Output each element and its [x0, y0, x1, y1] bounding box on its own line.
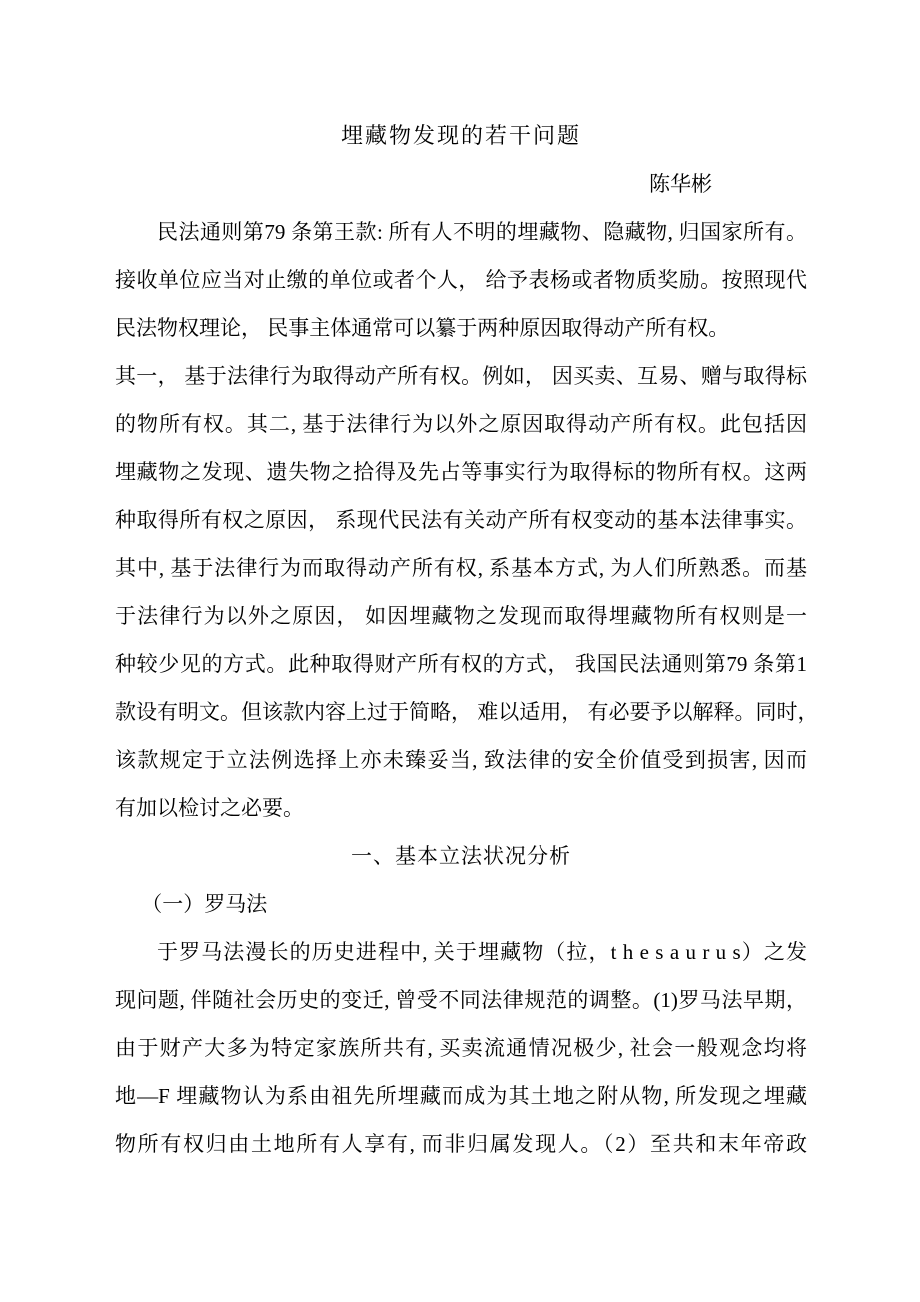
paragraph-line: 于罗马法漫长的历史进程中, 关于埋藏物（拉，t h e s a u r u s）之发 [157, 940, 807, 964]
paragraph-line: 款设有明文。但该款内容上过于简略， 难以适用， 有必要予以解释。同时， [115, 700, 819, 724]
paragraph-line: 由于财产大多为特定家族所共有, 买卖流通情况极少, 社会一般观念均将 [115, 1036, 807, 1060]
paragraph-line: 于法律行为以外之原因， 如因埋藏物之发现而取得埋藏物所有权则是一 [115, 604, 807, 628]
paragraph-line: 该款规定于立法例选择上亦未臻妥当, 致法律的安全价值受到损害, 因而 [115, 748, 807, 772]
author-name: 陈华彬 [649, 172, 712, 196]
paragraph-line: 民法物权理论， 民事主体通常可以纂于两种原因取得动产所有权。 [115, 316, 730, 340]
paragraph-line: 的物所有权。其二, 基于法律行为以外之原因取得动产所有权。此包括因 [115, 412, 807, 436]
paragraph-line: 接收单位应当对止缴的单位或者个人， 给予表杨或者物质奖励。按照现代 [115, 268, 807, 292]
section-subheading: （一）罗马法 [141, 892, 268, 916]
paragraph-line: 现问题, 伴随社会历史的变迁, 曾受不同法律规范的调整。(1)罗马法早期， [115, 988, 807, 1012]
paragraph-line: 其中, 基于法律行为而取得动产所有权, 系基本方式, 为人们所熟悉。而基 [115, 556, 807, 580]
paragraph-line: 埋藏物之发现、遗失物之拾得及先占等事实行为取得标的物所有权。这两 [115, 460, 807, 484]
paragraph-line: 物所有权归由土地所有人享有, 而非归属发现人。（2）至共和末年帝政 [115, 1132, 807, 1156]
paragraph-line: 其一， 基于法律行为取得动产所有权。例如， 因买卖、互易、赠与取得标 [115, 364, 807, 388]
document-title: 埋藏物发现的若干问题 [340, 123, 581, 148]
paragraph-line: 地—F 埋藏物认为系由祖先所埋藏而成为其土地之附从物, 所发现之埋藏 [115, 1084, 807, 1108]
section-heading: 一、基本立法状况分析 [351, 844, 571, 868]
paragraph-line: 种较少见的方式。此种取得财产所有权的方式， 我国民法通则第79 条第1 [115, 652, 807, 676]
paragraph-line: 种取得所有权之原因， 系现代民法有关动产所有权变动的基本法律事实。 [115, 508, 807, 532]
paragraph-line: 有加以检讨之必要。 [115, 796, 304, 820]
paragraph-line: 民法通则第79 条第王款: 所有人不明的埋藏物、隐藏物, 归国家所有。 [157, 220, 807, 244]
